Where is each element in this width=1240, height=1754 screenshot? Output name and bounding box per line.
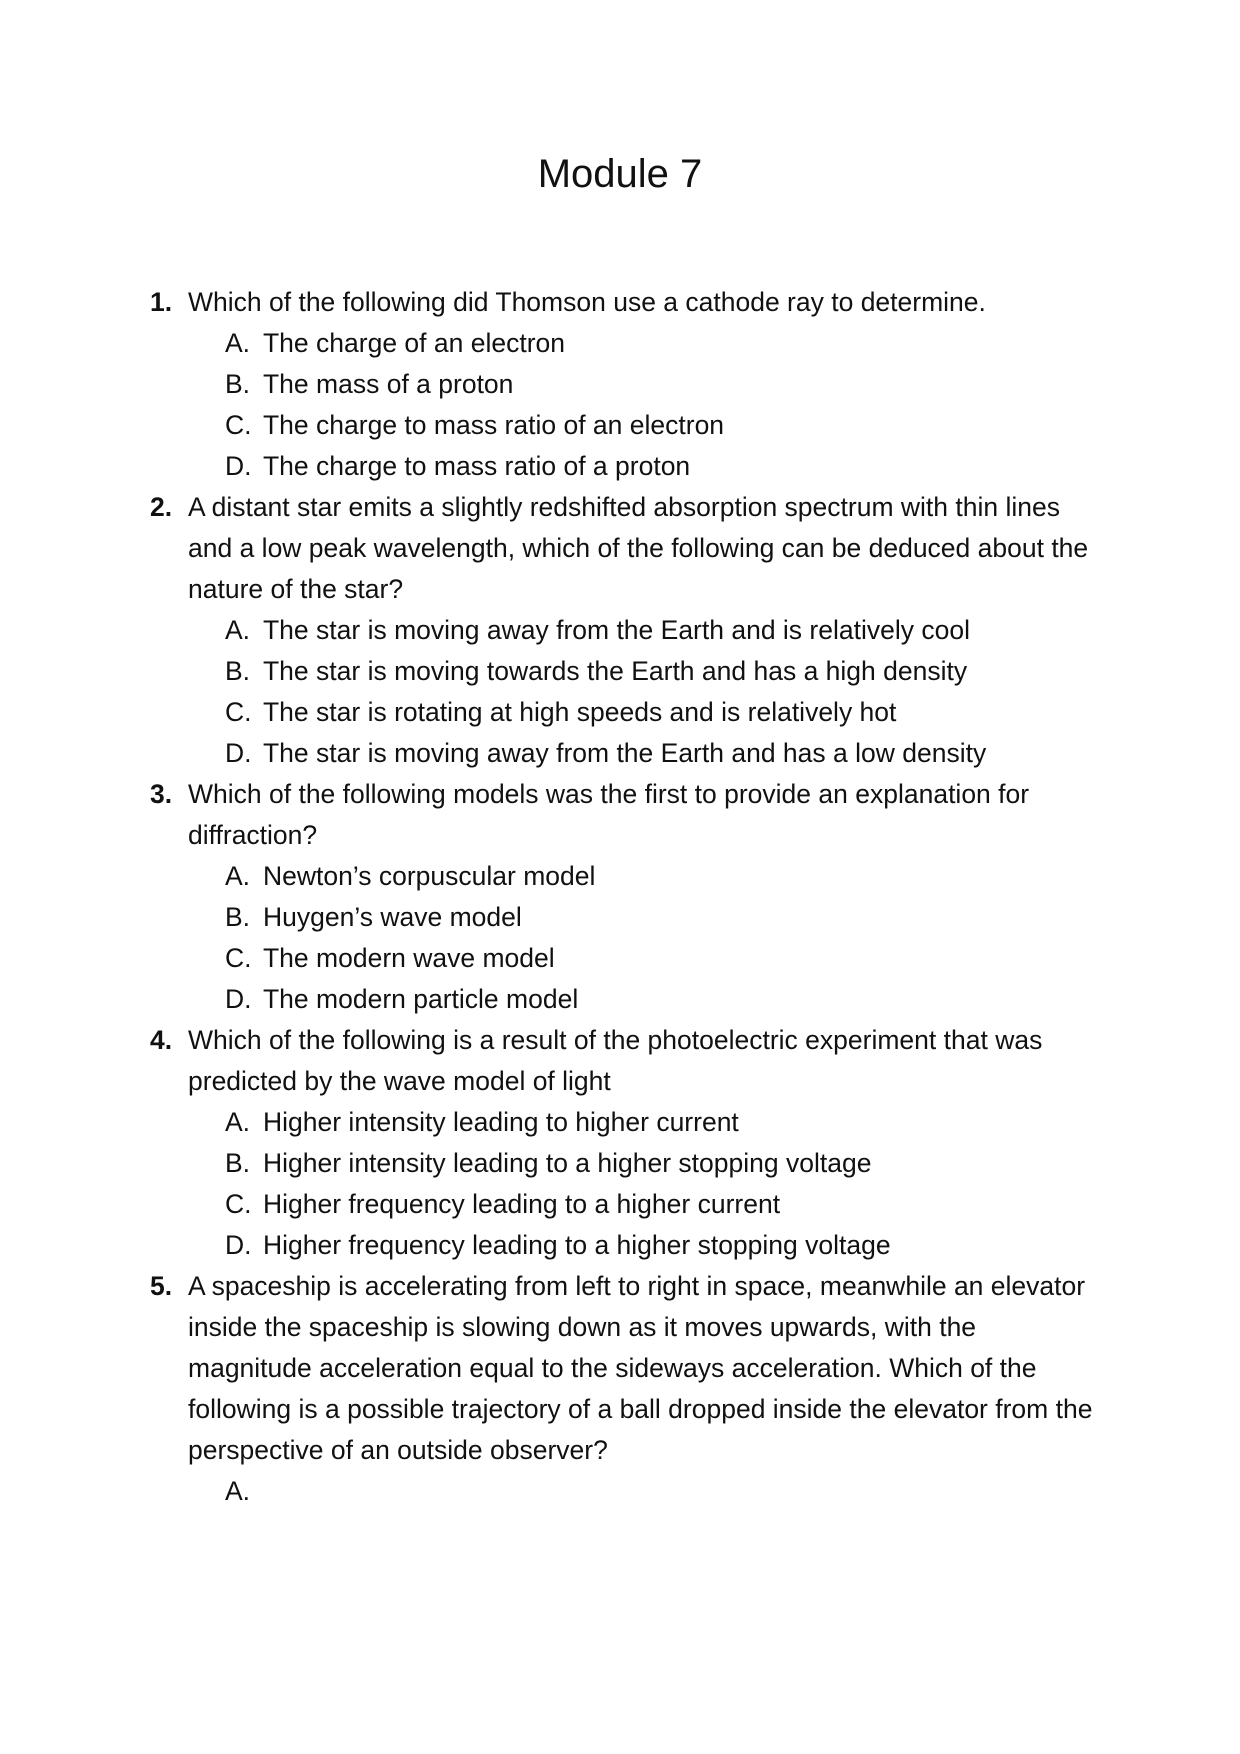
question-2: [0, 487, 1240, 774]
option-text: Huygen’s wave model: [263, 902, 522, 932]
question-text: A distant star emits a slightly redshifted absorption spectrum with thin lines and a low peak wavelength, which of the following can be deduced about the nature of the star?: [188, 492, 1089, 604]
option-item: [0, 651, 1240, 692]
option-item: [0, 1471, 1240, 1512]
option-list: [0, 856, 1240, 1020]
option-text: Higher frequency leading to a higher stopping voltage: [263, 1230, 891, 1260]
option-text: The star is moving towards the Earth and has a high density: [263, 656, 968, 686]
question-5: [0, 1266, 1240, 1512]
option-list: [0, 1471, 1240, 1512]
option-text: The charge to mass ratio of an electron: [263, 410, 725, 440]
option-text: The star is rotating at high speeds and is relatively hot: [263, 697, 897, 727]
option-text: The modern wave model: [263, 943, 555, 973]
option-text: The star is moving away from the Earth and is relatively cool: [263, 615, 970, 645]
option-item: [0, 446, 1240, 487]
option-list: [0, 1102, 1240, 1266]
option-letter: B.: [225, 369, 251, 399]
option-letter: C.: [225, 697, 252, 727]
option-item: [0, 938, 1240, 979]
option-letter: A.: [225, 861, 251, 891]
question-4: [0, 1020, 1240, 1266]
option-letter: D.: [225, 984, 252, 1014]
option-item: [0, 897, 1240, 938]
option-letter: A.: [225, 328, 251, 358]
option-letter: A.: [225, 1476, 251, 1506]
option-list: [0, 323, 1240, 487]
option-letter: B.: [225, 902, 251, 932]
question-number: 1.: [150, 287, 173, 317]
option-item: [0, 1143, 1240, 1184]
option-item: [0, 856, 1240, 897]
question-text: Which of the following did Thomson use a cathode ray to determine.: [188, 287, 986, 317]
option-letter: C.: [225, 943, 252, 973]
option-letter: C.: [225, 1189, 252, 1219]
option-item: [0, 610, 1240, 651]
option-letter: D.: [225, 1230, 252, 1260]
question-number: 4.: [150, 1025, 173, 1055]
option-item: [0, 1225, 1240, 1266]
option-list: [0, 610, 1240, 774]
option-letter: D.: [225, 451, 252, 481]
option-text: Higher intensity leading to a higher stopping voltage: [263, 1148, 872, 1178]
option-item: [0, 323, 1240, 364]
question-text: Which of the following models was the first to provide an explanation for diffraction?: [188, 779, 1030, 850]
option-text: Higher intensity leading to higher current: [263, 1107, 739, 1137]
page-title: Module 7: [537, 152, 703, 196]
option-letter: A.: [225, 1107, 251, 1137]
option-item: [0, 1102, 1240, 1143]
option-item: [0, 364, 1240, 405]
option-text: Newton’s corpuscular model: [263, 861, 596, 891]
question-text: A spaceship is accelerating from left to right in space, meanwhile an elevator inside the spaceship is slowing down as it moves upwards, with the magnitude acceleration equal to the sideways acceleration. Which of the following is a possible trajectory of a ball dropped inside the elevator from the perspective of an outside observer?: [188, 1271, 1093, 1465]
question-number: 5.: [150, 1271, 173, 1301]
option-item: [0, 1184, 1240, 1225]
option-text: The modern particle model: [263, 984, 579, 1014]
option-text: The charge to mass ratio of a proton: [263, 451, 691, 481]
option-text: The charge of an electron: [263, 328, 565, 358]
question-number: 3.: [150, 779, 173, 809]
option-item: [0, 405, 1240, 446]
question-list: [0, 282, 1240, 1512]
question-text: Which of the following is a result of the photoelectric experiment that was predicted by the wave model of light: [188, 1025, 1043, 1096]
question-3: [0, 774, 1240, 1020]
option-letter: D.: [225, 738, 252, 768]
option-letter: B.: [225, 1148, 251, 1178]
question-1: [0, 282, 1240, 487]
option-letter: B.: [225, 656, 251, 686]
option-item: [0, 733, 1240, 774]
option-letter: C.: [225, 410, 252, 440]
option-text: Higher frequency leading to a higher current: [263, 1189, 781, 1219]
option-item: [0, 979, 1240, 1020]
question-number: 2.: [150, 492, 173, 522]
option-text: The star is moving away from the Earth and has a low density: [263, 738, 987, 768]
option-item: [0, 692, 1240, 733]
option-letter: A.: [225, 615, 251, 645]
option-text: The mass of a proton: [263, 369, 514, 399]
